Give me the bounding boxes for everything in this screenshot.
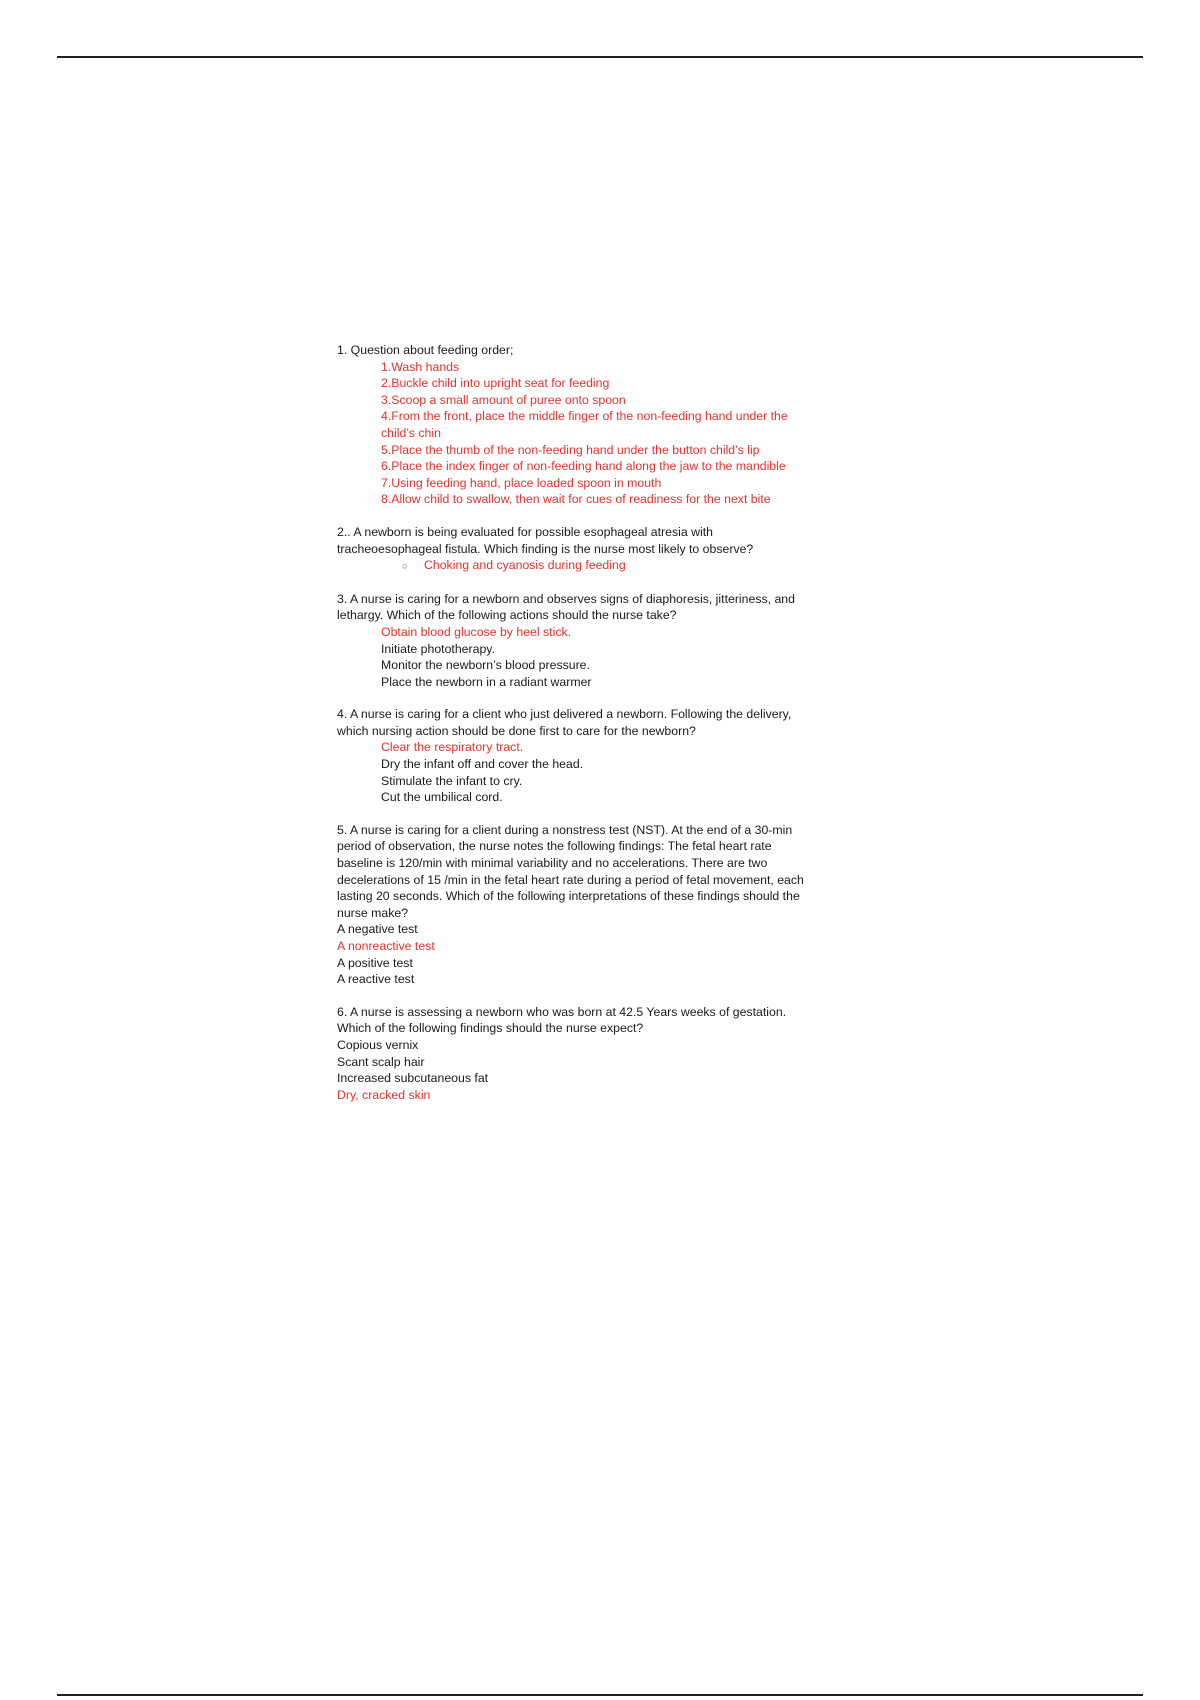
question-3-stem-line-2: lethargy. Which of the following actions should the nurse take? <box>337 608 677 623</box>
q5-option: A positive test <box>337 955 413 970</box>
q6-option-correct: Dry, cracked skin <box>337 1087 431 1102</box>
question-4 <box>337 706 897 806</box>
question-2-stem-line-2: tracheoesophageal fistula. Which finding is the nurse most likely to observe? <box>337 541 754 556</box>
hollow-bullet-icon: ○ <box>402 561 408 572</box>
question-3-stem-line-1: 3. A nurse is caring for a newborn and observes signs of diaphoresis, jitteriness, and <box>337 591 795 606</box>
question-2 <box>337 524 897 575</box>
question-6-stem-line-2: Which of the following findings should the nurse expect? <box>337 1021 644 1036</box>
question-1-stem: 1. Question about feeding order; <box>337 343 514 357</box>
q5-option: A reactive test <box>337 972 415 987</box>
q5-option: A negative test <box>337 922 418 937</box>
question-5-stem-line-5: lasting 20 seconds. Which of the following interpretations of these findings should the <box>337 889 800 904</box>
q1-step-2: 2.Buckle child into upright seat for feeding <box>381 376 610 391</box>
question-5-stem-line-1: 5. A nurse is caring for a client during a nonstress test (NST). At the end of a 30-min <box>337 822 793 837</box>
question-2-answer-row <box>337 557 897 575</box>
q6-option: Increased subcutaneous fat <box>337 1071 489 1086</box>
q1-step-6: 6.Place the index finger of non-feeding hand along the jaw to the mandible <box>381 459 786 474</box>
question-1 <box>337 342 897 508</box>
q6-option: Copious vernix <box>337 1037 419 1052</box>
question-5-stem-line-3: baseline is 120/min with minimal variability and no accelerations. There are two <box>337 856 768 871</box>
question-4-stem-line-1: 4. A nurse is caring for a client who just delivered a newborn. Following the delivery, <box>337 707 792 722</box>
question-6-stem-line-1: 6. A nurse is assessing a newborn who was born at 42.5 Years weeks of gestation. <box>337 1004 787 1019</box>
q6-option: Scant scalp hair <box>337 1054 425 1069</box>
bottom-rule <box>57 1694 1143 1696</box>
question-6 <box>337 1004 897 1104</box>
q4-option: Stimulate the infant to cry. <box>381 773 523 788</box>
question-4-stem-line-2: which nursing action should be done first to care for the newborn? <box>337 723 696 738</box>
q4-option: Cut the umbilical cord. <box>381 790 503 805</box>
q1-step-4-cont: child’s chin <box>381 425 441 440</box>
question-3 <box>337 591 897 691</box>
q4-option: Dry the infant off and cover the head. <box>381 757 584 772</box>
q1-step-1: 1.Wash hands <box>381 359 460 374</box>
question-2-stem-line-1: 2.. A newborn is being evaluated for possible esophageal atresia with <box>337 524 713 539</box>
q1-step-3: 3.Scoop a small amount of puree onto spoon <box>381 392 626 407</box>
q3-option-correct: Obtain blood glucose by heel stick. <box>381 624 572 639</box>
q4-option-correct: Clear the respiratory tract. <box>381 740 524 755</box>
question-5-stem-line-6: nurse make? <box>337 905 409 920</box>
q1-step-7: 7.Using feeding hand, place loaded spoon in mouth <box>381 475 662 490</box>
question-2-answer: Choking and cyanosis during feeding <box>424 558 626 573</box>
q5-option-correct: A nonreactive test <box>337 939 435 953</box>
q1-step-5: 5.Place the thumb of the non-feeding hand under the button child’s lip <box>381 442 760 457</box>
q3-option: Place the newborn in a radiant warmer <box>381 674 592 689</box>
q3-option: Monitor the newborn’s blood pressure. <box>381 658 590 673</box>
q1-step-8: 8.Allow child to swallow, then wait for cues of readiness for the next bite <box>381 492 771 507</box>
q1-step-4: 4.From the front, place the middle finger of the non-feeding hand under the <box>381 409 788 424</box>
top-rule <box>57 56 1143 58</box>
question-5 <box>337 822 897 988</box>
question-5-stem-line-4: decelerations of 15 /min in the fetal heart rate during a period of fetal movement, each <box>337 872 804 887</box>
q3-option: Initiate phototherapy. <box>381 641 495 656</box>
question-5-stem-line-2: period of observation, the nurse notes the following findings: The fetal heart rate <box>337 839 772 854</box>
document-body <box>337 342 897 1103</box>
